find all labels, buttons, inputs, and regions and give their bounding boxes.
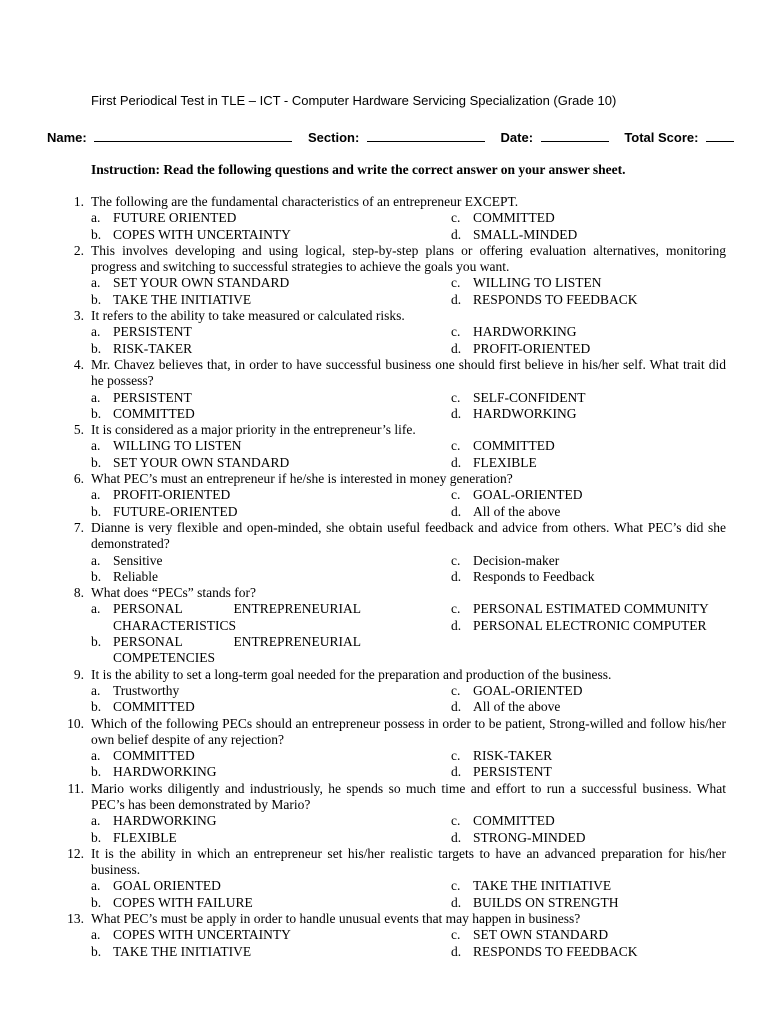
question-text: It is the ability to set a long-term goal needed for the preparation and production of the business. [91, 666, 612, 682]
answer-option [91, 487, 451, 503]
option-text: Reliable [113, 568, 158, 584]
option-text: COMMITTED [473, 438, 555, 454]
option-text-row [113, 601, 361, 617]
option-letter: b. [91, 634, 102, 650]
option-letter: d. [451, 454, 462, 470]
question-number: 3. [73, 308, 84, 324]
answer-option [451, 487, 759, 503]
question-number: 4. [73, 356, 84, 372]
question-text: The following are the fundamental characteristics of an entrepreneur EXCEPT. [91, 194, 519, 209]
answer-option [91, 569, 451, 585]
option-text: FUTURE-ORIENTED [113, 503, 238, 519]
answer-option [451, 683, 759, 699]
option-letter: d. [451, 617, 462, 633]
question-text: What does “PECs” stands for? [91, 585, 256, 601]
option-text: COMMITTED [473, 813, 555, 829]
option-letter: c. [451, 324, 461, 340]
question-text: What PEC’s must an entrepreneur if he/she is interested in money generation? [91, 471, 513, 487]
question-text: This involves developing and using logical, step-by-step plans or offering evaluation alternatives, monitoring progress and switching to successful strategies to achieve the goals you want. [91, 242, 726, 275]
answer-options [91, 438, 726, 471]
option-text: TAKE THE INITIATIVE [473, 878, 612, 894]
option-text: WILLING TO LISTEN [473, 275, 602, 291]
option-letter: c. [451, 487, 461, 503]
answer-option [91, 944, 451, 960]
option-text: SELF-CONFIDENT [473, 389, 586, 405]
option-text: PERSISTENT [473, 764, 552, 780]
option-letter: b. [91, 340, 102, 356]
answer-options [91, 210, 726, 243]
question-item [58, 911, 726, 960]
option-letter: a. [91, 813, 101, 829]
option-text: All of the above [473, 503, 561, 519]
question-number: 5. [73, 422, 84, 438]
option-text: FLEXIBLE [473, 454, 537, 470]
name-blank[interactable] [94, 130, 292, 142]
date-label: Date: [500, 130, 534, 145]
option-letter: c. [451, 389, 461, 405]
option-letter: b. [91, 894, 102, 910]
question-number: 6. [73, 471, 84, 487]
option-text: All of the above [473, 699, 561, 715]
answer-option [91, 878, 451, 894]
answer-option [451, 390, 759, 406]
question-item [58, 357, 726, 422]
option-text: COMMITTED [113, 748, 195, 764]
option-letter: d. [451, 943, 462, 959]
answer-option [91, 210, 451, 226]
question-item [58, 781, 726, 846]
option-letter: a. [91, 324, 101, 340]
option-letter: a. [91, 927, 101, 943]
option-letter: d. [451, 503, 462, 519]
option-letter: c. [451, 748, 461, 764]
option-text: PERSONAL ESTIMATED COMMUNITY [473, 601, 709, 617]
answer-option [451, 748, 759, 764]
option-text: STRONG-MINDED [473, 829, 586, 845]
question-item [58, 422, 726, 471]
option-letter: b. [91, 454, 102, 470]
option-letter: b. [91, 829, 102, 845]
question-text: Which of the following PECs should an entrepreneur possess in order to be patient, Strong-willed and follow his/her own belief despite of any rejection? [91, 715, 726, 747]
answer-option [451, 618, 759, 634]
question-number: 8. [73, 585, 84, 601]
question-number: 1. [73, 194, 84, 209]
answer-option [451, 504, 759, 520]
answer-option [91, 275, 451, 291]
option-text: BUILDS ON STRENGTH [473, 894, 619, 910]
option-text: FUTURE ORIENTED [113, 210, 237, 226]
option-letter: a. [91, 210, 101, 226]
option-letter: c. [451, 275, 461, 291]
answer-option [91, 830, 451, 846]
answer-option [451, 569, 759, 585]
answer-option [91, 390, 451, 406]
question-item [58, 308, 726, 357]
answer-option [451, 324, 759, 340]
answer-option [91, 748, 451, 764]
question-item [58, 585, 726, 666]
question-item [58, 716, 726, 781]
answer-option [451, 341, 759, 357]
option-letter: b. [91, 226, 102, 242]
answer-options [91, 487, 726, 520]
option-text: Sensitive [113, 552, 163, 568]
page-title: First Periodical Test in TLE – ICT - Computer Hardware Servicing Specialization (Grade 10) [91, 93, 617, 108]
option-text: PROFIT-ORIENTED [473, 340, 591, 356]
option-text: TAKE THE INITIATIVE [113, 291, 252, 307]
question-text: What PEC’s must be apply in order to handle unusual events that may happen in business? [91, 911, 581, 927]
option-text: PROFIT-ORIENTED [113, 487, 231, 503]
answer-options [91, 601, 726, 666]
answer-option [451, 764, 759, 780]
answer-option [451, 455, 759, 471]
option-letter: a. [91, 682, 101, 698]
option-letter: d. [451, 894, 462, 910]
answer-option [451, 406, 759, 422]
option-text: Responds to Feedback [473, 568, 595, 584]
option-letter: d. [451, 340, 462, 356]
option-letter: c. [451, 552, 461, 568]
answer-option [451, 210, 759, 226]
option-letter: c. [451, 878, 461, 894]
options-left-column [91, 601, 451, 666]
answer-options [91, 813, 726, 846]
option-text: ENTREPRENEURIAL [233, 634, 361, 650]
question-text: Mario works diligently and industriously, he spends so much time and effort to run a successful business. What PEC’s has been demonstrated by Mario? [91, 780, 726, 812]
option-letter: c. [451, 927, 461, 943]
answer-option [91, 324, 451, 340]
question-text: Mr. Chavez believes that, in order to have successful business one should first believe in his/her self. What trait did he possess? [91, 356, 726, 389]
answer-option [91, 341, 451, 357]
answer-option [91, 504, 451, 520]
answer-option [451, 227, 759, 243]
option-letter: a. [91, 487, 101, 503]
option-letter: c. [451, 601, 461, 617]
option-letter: d. [451, 405, 462, 421]
option-letter: d. [451, 829, 462, 845]
option-letter: b. [91, 568, 102, 584]
question-item [58, 846, 726, 911]
option-letter: c. [451, 682, 461, 698]
total-score-blank[interactable] [706, 130, 734, 142]
question-number: 10. [67, 715, 84, 731]
question-number: 11. [67, 780, 84, 796]
name-label: Name: [47, 130, 87, 145]
option-letter: d. [451, 764, 462, 780]
option-letter: c. [451, 438, 461, 454]
question-number: 13. [67, 911, 84, 927]
answer-option [91, 764, 451, 780]
option-letter: b. [91, 699, 102, 715]
option-letter: b. [91, 291, 102, 307]
option-text: HARDWORKING [473, 324, 577, 340]
answer-option [451, 927, 759, 943]
option-text: COPES WITH FAILURE [113, 894, 253, 910]
total-score-label: Total Score: [624, 130, 699, 145]
answer-option [91, 927, 451, 943]
student-info-fields [47, 130, 747, 145]
option-text: COMMITTED [473, 210, 555, 226]
answer-option [91, 406, 451, 422]
answer-option [451, 553, 759, 569]
option-letter: b. [91, 764, 102, 780]
answer-options [91, 748, 726, 781]
option-letter: d. [451, 226, 462, 242]
option-letter: a. [91, 275, 101, 291]
answer-option [91, 455, 451, 471]
question-text: It is considered as a major priority in the entrepreneur’s life. [91, 422, 416, 438]
option-letter: d. [451, 291, 462, 307]
option-letter: a. [91, 552, 101, 568]
section-label: Section: [308, 130, 360, 145]
option-text: RESPONDS TO FEEDBACK [473, 291, 638, 307]
option-text: FLEXIBLE [113, 829, 177, 845]
option-text: WILLING TO LISTEN [113, 438, 242, 454]
option-text: SET YOUR OWN STANDARD [113, 454, 290, 470]
answer-option [451, 601, 759, 617]
question-item [58, 471, 726, 520]
question-text: It is the ability in which an entrepreneur set his/her realistic targets to have an advanced preparation for his/her business. [91, 845, 726, 878]
option-text: PERSONAL [113, 634, 183, 650]
option-text: GOAL ORIENTED [113, 878, 221, 894]
answer-option [451, 699, 759, 715]
option-letter: a. [91, 878, 101, 894]
answer-options [91, 553, 726, 586]
answer-option [451, 944, 759, 960]
option-text: HARDWORKING [113, 764, 217, 780]
answer-option [91, 895, 451, 911]
answer-option [91, 683, 451, 699]
option-text: Trustworthy [113, 682, 180, 698]
section-blank[interactable] [367, 130, 485, 142]
answer-option [91, 553, 451, 569]
option-text: PERSONAL ELECTRONIC COMPUTER [473, 617, 707, 633]
answer-option [451, 292, 759, 308]
option-letter: a. [91, 748, 101, 764]
option-text: TAKE THE INITIATIVE [113, 943, 252, 959]
option-text: COMMITTED [113, 405, 195, 421]
question-number: 9. [73, 666, 84, 682]
question-item [58, 667, 726, 716]
answer-options [91, 878, 726, 911]
option-letter: b. [91, 405, 102, 421]
answer-option [91, 699, 451, 715]
answer-options [91, 927, 726, 960]
date-blank[interactable] [541, 130, 609, 142]
option-text: ENTREPRENEURIAL [233, 601, 361, 617]
question-item [58, 520, 726, 585]
answer-option [91, 634, 451, 667]
option-text: PERSISTENT [113, 324, 192, 340]
option-letter: b. [91, 503, 102, 519]
answer-option [451, 878, 759, 894]
option-letter: b. [91, 943, 102, 959]
instruction: Instruction: Read the following questions and write the correct answer on your answer sheet. [91, 162, 626, 177]
answer-option [91, 601, 451, 634]
answer-option [91, 813, 451, 829]
option-letter: a. [91, 389, 101, 405]
option-text: GOAL-ORIENTED [473, 487, 583, 503]
option-text: COPES WITH UNCERTAINTY [113, 226, 291, 242]
answer-option [451, 813, 759, 829]
option-letter: c. [451, 210, 461, 226]
option-text: HARDWORKING [113, 813, 217, 829]
question-number: 12. [67, 845, 84, 861]
question-item [58, 194, 726, 243]
option-text: SET YOUR OWN STANDARD [113, 275, 290, 291]
option-letter: d. [451, 699, 462, 715]
option-text: RISK-TAKER [473, 748, 553, 764]
option-text: RISK-TAKER [113, 340, 193, 356]
answer-option [451, 830, 759, 846]
option-text: HARDWORKING [473, 405, 577, 421]
answer-options [91, 683, 726, 716]
option-text: PERSISTENT [113, 389, 192, 405]
question-item [58, 243, 726, 308]
option-letter: a. [91, 601, 101, 617]
answer-option [91, 227, 451, 243]
option-letter: d. [451, 568, 462, 584]
question-text: It refers to the ability to take measured or calculated risks. [91, 308, 405, 324]
option-text: RESPONDS TO FEEDBACK [473, 943, 638, 959]
answer-options [91, 390, 726, 423]
option-text: COMMITTED [113, 699, 195, 715]
option-text: PERSONAL [113, 601, 183, 617]
answer-option [451, 438, 759, 454]
question-number: 7. [73, 519, 84, 535]
answer-options [91, 275, 726, 308]
answer-option [451, 275, 759, 291]
option-text: COMPETENCIES [113, 650, 216, 666]
option-text: GOAL-ORIENTED [473, 682, 583, 698]
question-text: Dianne is very flexible and open-minded, she obtain useful feedback and advice from others. What PEC’s did she demonstrated? [91, 519, 726, 552]
question-number: 2. [73, 242, 84, 258]
answer-option [91, 292, 451, 308]
option-text: SMALL-MINDED [473, 226, 578, 242]
answer-option [91, 438, 451, 454]
options-right-column [451, 601, 759, 666]
option-text: Decision-maker [473, 552, 560, 568]
option-text: COPES WITH UNCERTAINTY [113, 927, 291, 943]
option-text: CHARACTERISTICS [113, 617, 237, 633]
option-letter: a. [91, 438, 101, 454]
answer-option [451, 895, 759, 911]
question-list [58, 194, 726, 960]
option-letter: c. [451, 813, 461, 829]
answer-options [91, 324, 726, 357]
option-text-row [113, 634, 361, 650]
option-text: SET OWN STANDARD [473, 927, 609, 943]
